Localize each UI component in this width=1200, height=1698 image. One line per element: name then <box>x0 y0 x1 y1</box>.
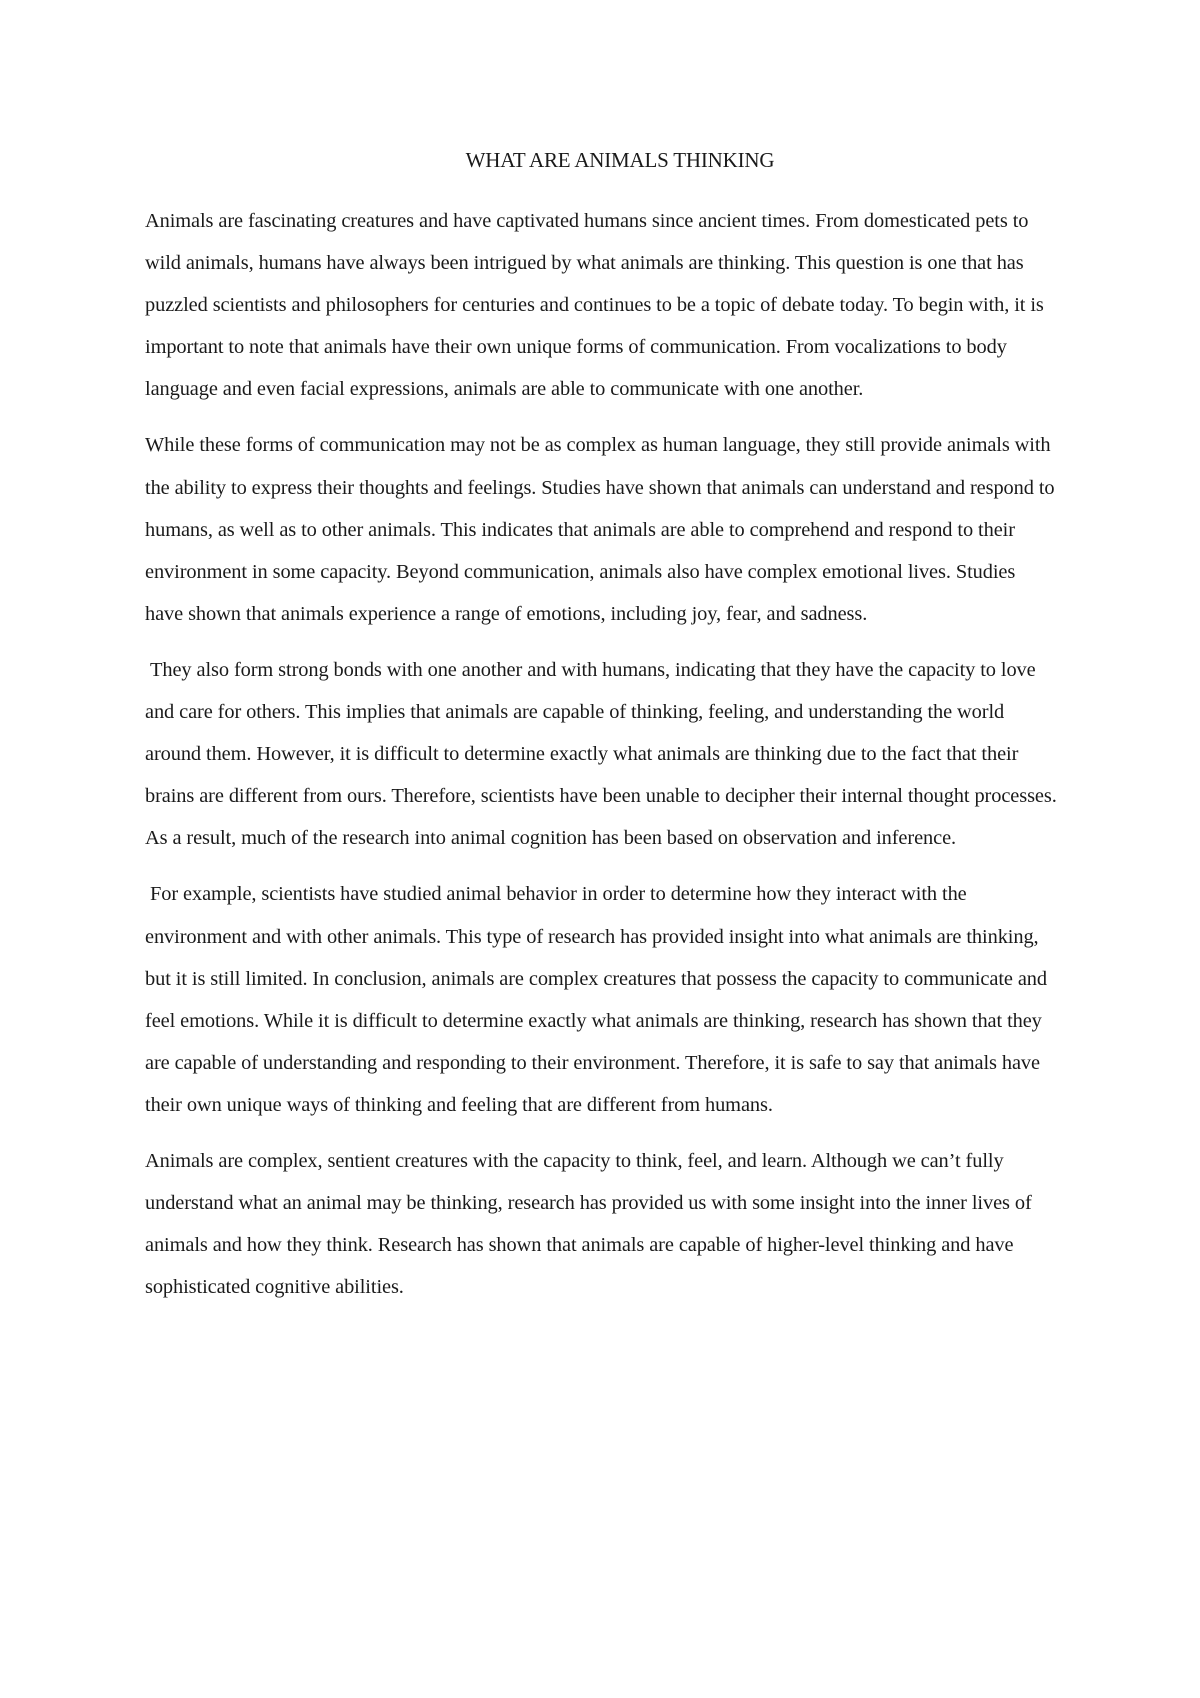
paragraph-2: While these forms of communication may not be as complex as human language, they still provide animals with the ability to express their thoughts and feelings. Studies have shown that animals can understand and respond to humans, as well as to other animals. This indicates that animals are able to comprehend and respond to their environment in some capacity. Beyond communication, animals also have complex emotional lives. Studies have shown that animals experience a range of emotions, including joy, fear, and sadness. <box>145 434 1060 625</box>
paragraph-5: Animals are complex, sentient creatures with the capacity to think, feel, and learn. Although we can’t fully understand what an animal may be thinking, research has provided us with some insight into the inner lives of animals and how they think. Research has shown that animals are capable of higher-level thinking and have sophisticated cognitive abilities. <box>145 1149 1037 1299</box>
document-body <box>145 200 1061 1322</box>
document-title: WHAT ARE ANIMALS THINKING <box>465 148 775 172</box>
paragraph-3: They also form strong bonds with one another and with humans, indicating that they have the capacity to love and care for others. This implies that animals are capable of thinking, feeling, and understanding the world around them. However, it is difficult to determine exactly what animals are thinking due to the fact that their brains are different from ours. Therefore, scientists have been unable to decipher their internal thought processes. As a result, much of the research into animal cognition has been based on observation and inference. <box>145 658 1061 850</box>
paragraph-1: Animals are fascinating creatures and have captivated humans since ancient times. From domesticated pets to wild animals, humans have always been intrigued by what animals are thinking. This question is one that has puzzled scientists and philosophers for centuries and continues to be a topic of debate today. To begin with, it is important to note that animals have their own unique forms of communication. From vocalizations to body language and even facial expressions, animals are able to communicate with one another. <box>145 210 1049 401</box>
paragraph-4: For example, scientists have studied animal behavior in order to determine how they interact with the environment and with other animals. This type of research has provided insight into what animals are thinking, but it is still limited. In conclusion, animals are complex creatures that possess the capacity to communicate and feel emotions. While it is difficult to determine exactly what animals are thinking, research has shown that they are capable of understanding and responding to their environment. Therefore, it is safe to say that animals have their own unique ways of thinking and feeling that are different from humans. <box>145 883 1052 1116</box>
